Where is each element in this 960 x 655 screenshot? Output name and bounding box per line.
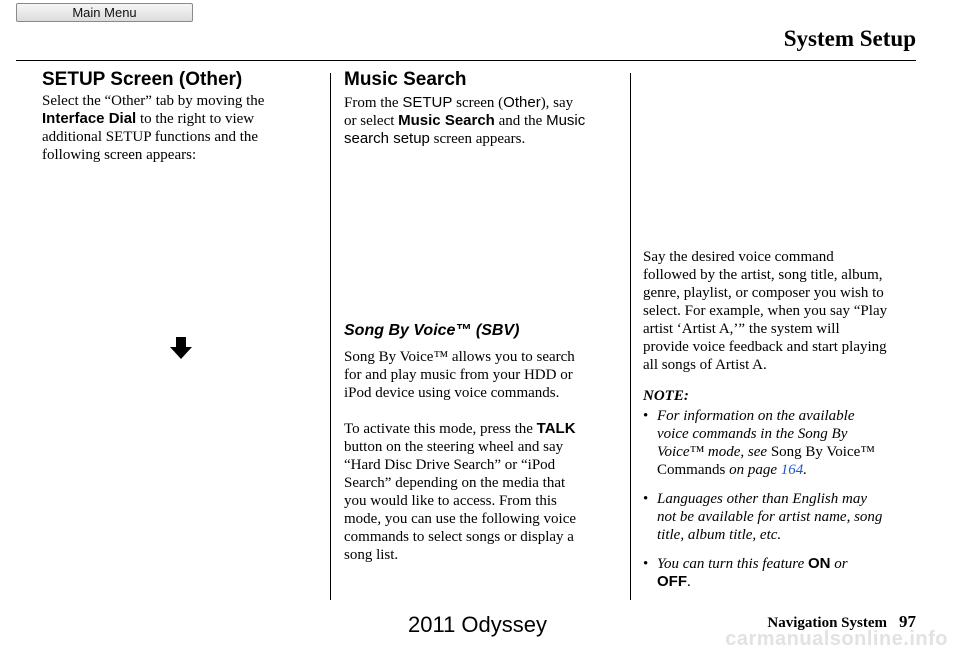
text-run: title, album title, etc. <box>657 527 782 543</box>
sbv-activate <box>344 420 614 564</box>
text-line: “Hard Disc Drive Search” or “iPod <box>344 457 556 473</box>
text-line: to the right to view <box>136 111 255 127</box>
footer-section-name: Navigation System <box>767 615 887 631</box>
text-line: additional SETUP functions and the <box>42 129 259 145</box>
text-line: following screen appears: <box>42 147 197 163</box>
bullet-icon: • <box>643 491 649 507</box>
text-line: all songs of Artist A. <box>643 357 767 373</box>
interface-dial-label: Interface Dial <box>42 110 137 127</box>
talk-button-label: TALK <box>536 420 576 437</box>
list-item <box>643 490 918 544</box>
text-line: provide voice feedback and start playing <box>643 339 887 355</box>
down-arrow-icon <box>169 336 193 360</box>
text-run: and the <box>494 113 547 129</box>
text-line: followed by the artist, song title, album, <box>643 267 883 283</box>
text-line: Search” depending on the media that <box>344 475 566 491</box>
text-run: . <box>803 462 808 478</box>
main-menu-button[interactable]: Main Menu <box>16 3 193 22</box>
text-run: . <box>687 574 691 590</box>
bullet-icon: • <box>643 408 649 424</box>
sbv-description <box>344 348 614 402</box>
text-line: for and play music from your HDD or <box>344 367 573 383</box>
text-line: button on the steering wheel and say <box>344 439 564 455</box>
section-heading-music-search: Music Search <box>344 69 467 90</box>
text-run: voice commands in the Song By <box>657 426 848 442</box>
music-search-intro <box>344 94 614 148</box>
column-music-search <box>344 68 614 564</box>
note-label: NOTE: <box>643 388 689 404</box>
list-item <box>643 407 918 479</box>
page-number: 97 <box>899 612 916 631</box>
text-line: mode, you can use the following voice <box>344 511 577 527</box>
other-label: Other <box>503 94 541 111</box>
column-divider-left <box>330 73 331 600</box>
section-heading-setup-other: SETUP Screen (Other) <box>42 69 243 90</box>
text-line: Song By Voice™ allows you to search <box>344 349 575 365</box>
text-run: not be available for artist name, song <box>657 509 883 525</box>
text-run: ), say <box>540 95 574 111</box>
text-line: you would like to access. From this <box>344 493 557 509</box>
text-line: iPod device using voice commands. <box>344 385 560 401</box>
text-run: Commands <box>657 462 726 478</box>
text-line: Select the “Other” tab by moving the <box>42 93 265 109</box>
on-label: ON <box>807 555 831 572</box>
note-list <box>643 407 918 591</box>
column-divider-right <box>630 73 631 600</box>
text-run: Song By Voice™ <box>770 444 875 460</box>
text-run: To activate this mode, press the <box>344 421 537 437</box>
text-run: on page <box>725 462 781 478</box>
setup-other-text <box>42 92 304 164</box>
text-line: genre, playlist, or composer you wish to <box>643 285 884 301</box>
off-label: OFF <box>657 573 687 590</box>
music-label: Music <box>546 112 586 129</box>
list-item <box>643 555 918 591</box>
search-setup-label: search setup <box>344 130 430 147</box>
music-search-label: Music Search <box>398 112 495 129</box>
text-run: or select <box>344 113 399 129</box>
text-line: Say the desired voice command <box>643 249 834 265</box>
text-run: From the <box>344 95 403 111</box>
text-line: commands to select songs or display a <box>344 529 574 545</box>
column-setup-other <box>42 68 304 164</box>
site-watermark: carmanualsonline.info <box>725 628 948 650</box>
page-link-164[interactable]: 164 <box>780 462 804 478</box>
text-run: For information on the available <box>657 408 855 424</box>
text-line: artist ‘Artist A,’” the system will <box>643 321 840 337</box>
text-run: You can turn this feature <box>657 556 808 572</box>
text-run: screen ( <box>452 95 504 111</box>
column-sbv-details <box>643 248 918 602</box>
text-run: screen appears. <box>429 131 526 147</box>
page-title: System Setup <box>783 26 916 51</box>
model-watermark: 2011 Odyssey <box>408 612 548 637</box>
header-rule <box>16 60 916 61</box>
text-line: song list. <box>344 547 399 563</box>
text-run: or <box>830 556 848 572</box>
say-command-text <box>643 248 918 374</box>
text-line: select. For example, when you say “Play <box>643 303 888 319</box>
bullet-icon: • <box>643 556 649 572</box>
setup-label: SETUP <box>402 94 453 111</box>
subheading-song-by-voice: Song By Voice™ (SBV) <box>344 322 520 339</box>
text-run: Voice™ mode, see <box>657 444 771 460</box>
text-run: Languages other than English may <box>657 491 867 507</box>
